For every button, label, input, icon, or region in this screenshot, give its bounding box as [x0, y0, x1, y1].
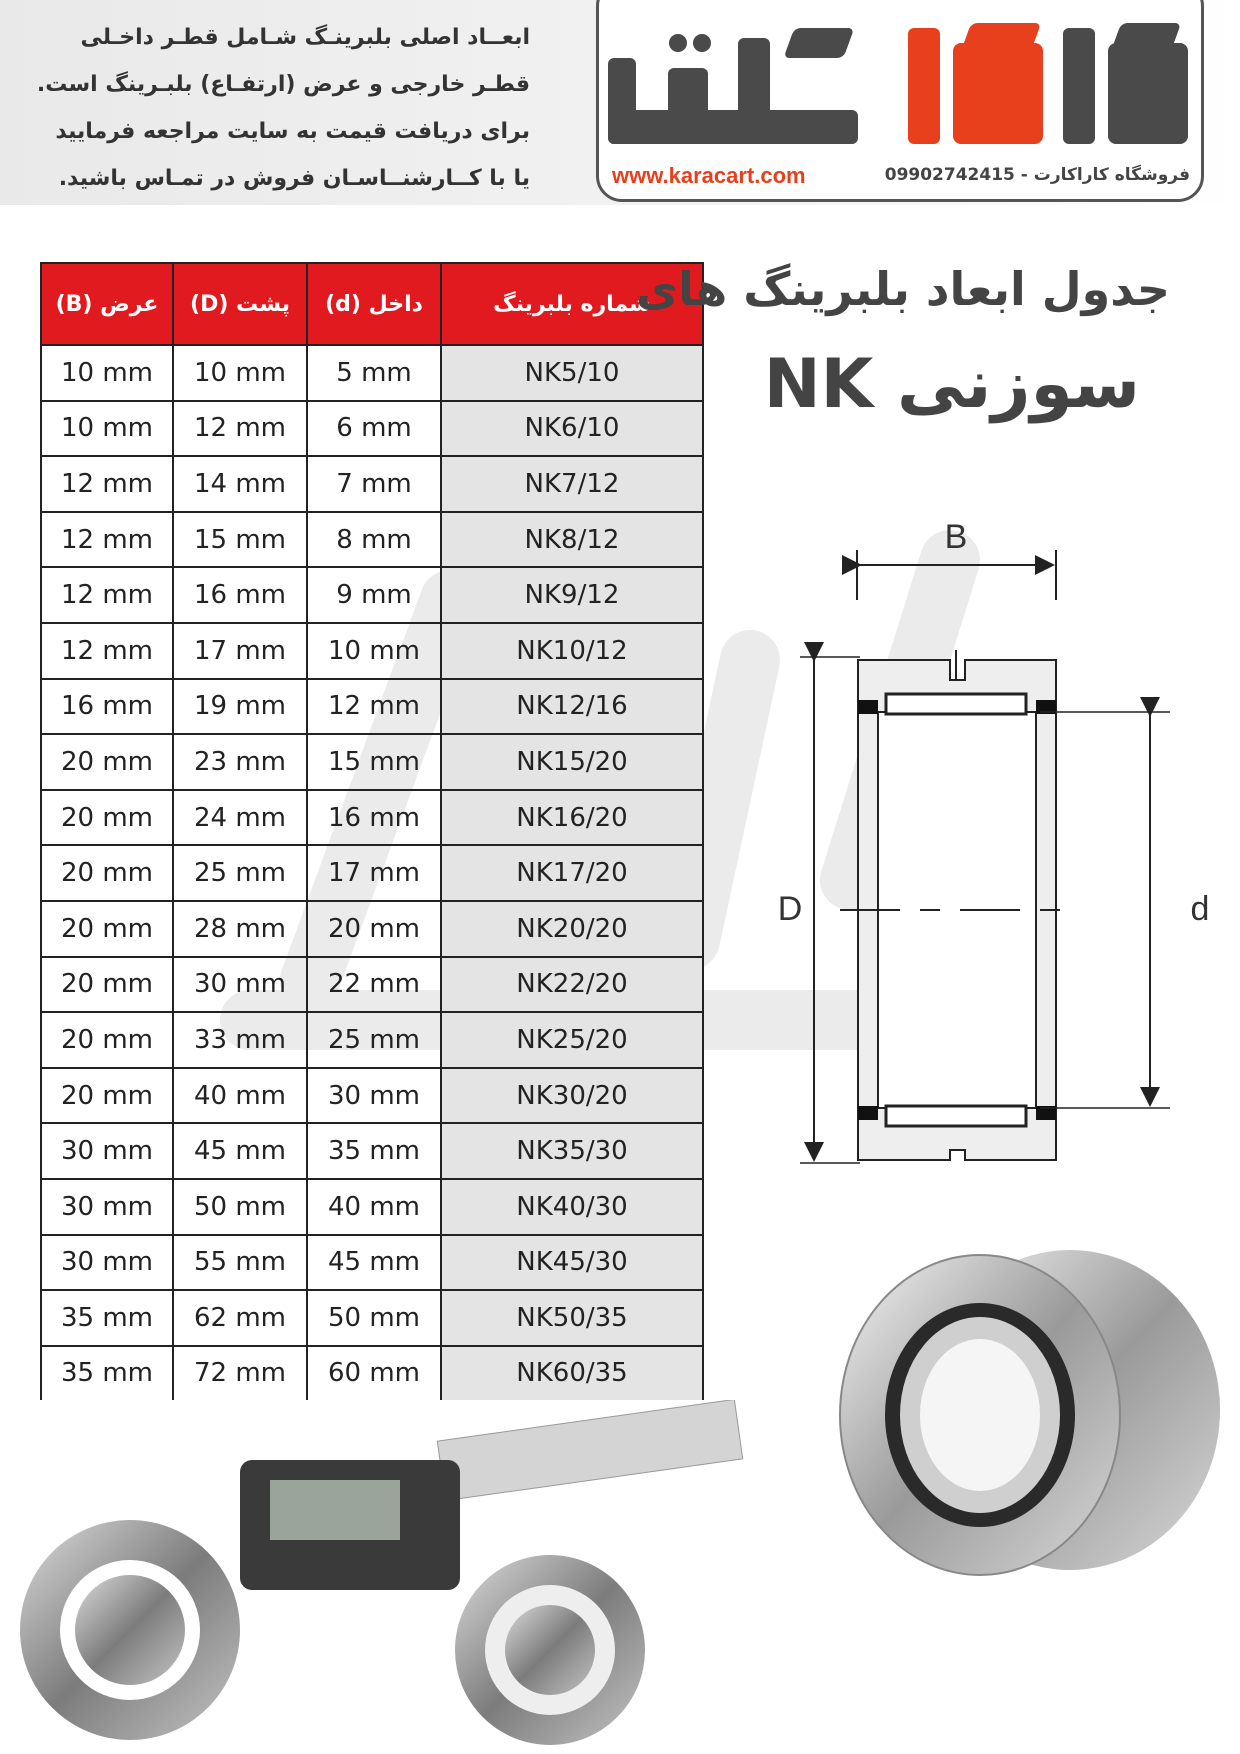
cell-part: NK22/20 [441, 957, 703, 1013]
cell-width: 20 mm [41, 790, 173, 846]
cell-part: NK5/10 [441, 345, 703, 401]
cell-inner: 12 mm [307, 679, 441, 735]
cell-width: 35 mm [41, 1346, 173, 1402]
cell-outer: 10 mm [173, 345, 307, 401]
cell-outer: 72 mm [173, 1346, 307, 1402]
cell-part: NK40/30 [441, 1179, 703, 1235]
cell-part: NK9/12 [441, 567, 703, 623]
cell-inner: 7 mm [307, 456, 441, 512]
cell-inner: 20 mm [307, 901, 441, 957]
header-inner: داخل (d) [307, 263, 441, 345]
table-row [41, 345, 703, 401]
cell-part: NK17/20 [441, 845, 703, 901]
table-row [41, 1068, 703, 1124]
cell-inner: 8 mm [307, 512, 441, 568]
cell-width: 16 mm [41, 679, 173, 735]
cell-inner: 16 mm [307, 790, 441, 846]
cell-inner: 25 mm [307, 1012, 441, 1068]
cell-outer: 23 mm [173, 734, 307, 790]
table-row [41, 901, 703, 957]
page-title-line2: سوزنی NK [763, 345, 1140, 424]
cell-part: NK12/16 [441, 679, 703, 735]
website-url: www.karacart.com [612, 163, 806, 188]
cell-width: 20 mm [41, 901, 173, 957]
cell-part: NK10/12 [441, 623, 703, 679]
cell-inner: 9 mm [307, 567, 441, 623]
cell-width: 20 mm [41, 1012, 173, 1068]
table-row [41, 1346, 703, 1402]
intro-line: ابعــاد اصلی بلبرینـگ شـامل قطـر داخـلی [80, 25, 530, 50]
cell-outer: 24 mm [173, 790, 307, 846]
cell-inner: 30 mm [307, 1068, 441, 1124]
cell-width: 10 mm [41, 345, 173, 401]
karacart-logo [608, 18, 1188, 148]
table-row [41, 1179, 703, 1235]
cell-inner: 22 mm [307, 957, 441, 1013]
table-header-row [41, 263, 703, 345]
intro-line: قطـر خارجی و عرض (ارتفـاع) بلبـرینگ است. [36, 72, 530, 97]
needle-bearing-photo [820, 1230, 1230, 1590]
shop-phone-line: فروشگاه کاراکارت - 09902742415 [884, 165, 1190, 185]
table-row [41, 679, 703, 735]
cell-part: NK6/10 [441, 401, 703, 457]
cell-width: 10 mm [41, 401, 173, 457]
intro-text [36, 14, 530, 202]
cell-outer: 28 mm [173, 901, 307, 957]
cell-outer: 45 mm [173, 1123, 307, 1179]
label-b: B [944, 518, 968, 556]
table-row [41, 623, 703, 679]
cell-outer: 30 mm [173, 957, 307, 1013]
cell-width: 12 mm [41, 512, 173, 568]
cell-width: 12 mm [41, 456, 173, 512]
table-row [41, 957, 703, 1013]
intro-line: برای دریافت قیمت به سایت مراجعه فرمایید [55, 119, 530, 144]
cell-width: 35 mm [41, 1290, 173, 1346]
table-row [41, 1123, 703, 1179]
cell-width: 20 mm [41, 734, 173, 790]
table-row [41, 1290, 703, 1346]
cell-inner: 50 mm [307, 1290, 441, 1346]
table-row [41, 790, 703, 846]
cell-part: NK8/12 [441, 512, 703, 568]
cell-outer: 16 mm [173, 567, 307, 623]
header-outer: پشت (D) [173, 263, 307, 345]
cell-outer: 40 mm [173, 1068, 307, 1124]
cell-part: NK30/20 [441, 1068, 703, 1124]
cell-width: 20 mm [41, 1068, 173, 1124]
table-row [41, 1012, 703, 1068]
cell-width: 30 mm [41, 1179, 173, 1235]
table-row [41, 1235, 703, 1291]
cell-part: NK25/20 [441, 1012, 703, 1068]
cell-part: NK60/35 [441, 1346, 703, 1402]
cell-part: NK15/20 [441, 734, 703, 790]
caliper-bearings-photo [0, 1400, 820, 1754]
cell-width: 30 mm [41, 1235, 173, 1291]
cell-outer: 55 mm [173, 1235, 307, 1291]
cell-outer: 15 mm [173, 512, 307, 568]
cell-outer: 12 mm [173, 401, 307, 457]
cell-outer: 62 mm [173, 1290, 307, 1346]
cell-part: NK20/20 [441, 901, 703, 957]
table-row [41, 734, 703, 790]
cell-part: NK45/30 [441, 1235, 703, 1291]
cell-inner: 15 mm [307, 734, 441, 790]
cell-outer: 17 mm [173, 623, 307, 679]
label-outer-d: D [777, 890, 803, 928]
cell-part: NK35/30 [441, 1123, 703, 1179]
page-title-line1: جدول ابعاد بلبرینگ های [635, 262, 1170, 316]
cell-part: NK7/12 [441, 456, 703, 512]
cell-inner: 45 mm [307, 1235, 441, 1291]
cell-outer: 25 mm [173, 845, 307, 901]
cell-part: NK16/20 [441, 790, 703, 846]
cell-outer: 50 mm [173, 1179, 307, 1235]
cell-outer: 33 mm [173, 1012, 307, 1068]
table-row [41, 401, 703, 457]
cell-inner: 17 mm [307, 845, 441, 901]
cell-inner: 6 mm [307, 401, 441, 457]
cell-inner: 40 mm [307, 1179, 441, 1235]
table-row [41, 567, 703, 623]
cell-width: 12 mm [41, 623, 173, 679]
cell-width: 30 mm [41, 1123, 173, 1179]
table-row [41, 845, 703, 901]
cell-width: 12 mm [41, 567, 173, 623]
cell-width: 20 mm [41, 845, 173, 901]
cell-outer: 14 mm [173, 456, 307, 512]
label-inner-d: d [1190, 890, 1210, 928]
cell-inner: 10 mm [307, 623, 441, 679]
cell-part: NK50/35 [441, 1290, 703, 1346]
header-width: عرض (B) [41, 263, 173, 345]
cell-inner: 60 mm [307, 1346, 441, 1402]
header-part: شماره بلبرینگ [441, 263, 703, 345]
table-row [41, 456, 703, 512]
cell-width: 20 mm [41, 957, 173, 1013]
cell-inner: 5 mm [307, 345, 441, 401]
table-row [41, 512, 703, 568]
cell-outer: 19 mm [173, 679, 307, 735]
intro-line: یا با کــارشنــاسـان فروش در تمـاس باشید. [58, 166, 530, 191]
cell-inner: 35 mm [307, 1123, 441, 1179]
dimension-table [40, 262, 704, 1402]
bearing-section-diagram [740, 500, 1230, 1190]
